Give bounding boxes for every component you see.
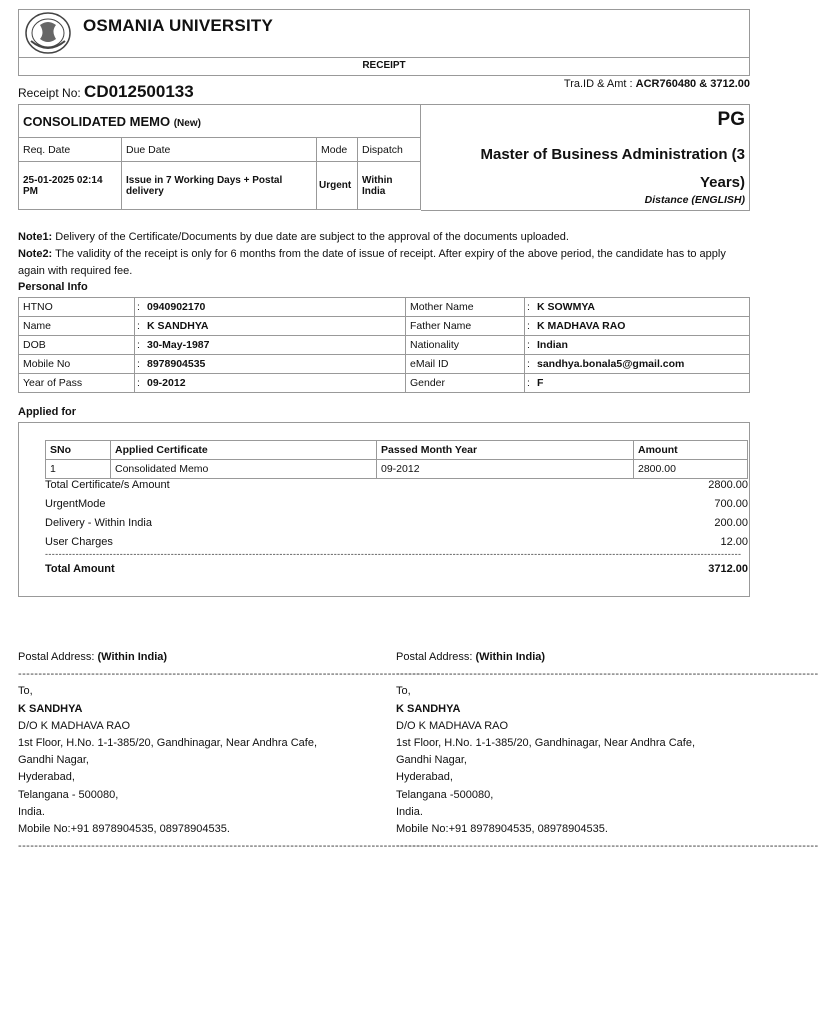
memo-title: CONSOLIDATED MEMO — [23, 113, 171, 129]
address-scope: (Within India) — [475, 651, 546, 663]
address-label: Postal Address: — [18, 651, 95, 663]
course-box — [421, 104, 750, 211]
note1 — [18, 229, 748, 246]
address-line: Mobile No:+91 8978904535, 08978904535. — [396, 823, 608, 836]
receipt-no: CD012500133 — [84, 82, 194, 101]
personal-info-row — [19, 355, 750, 374]
address-line: Hyderabad, — [396, 771, 453, 784]
address-divider: -------------------------------------------------------------------------------------------------------- — [396, 840, 819, 853]
colon: : — [525, 374, 534, 393]
summary-row — [45, 479, 748, 491]
university-logo — [23, 11, 73, 56]
personal-info-row — [19, 374, 750, 393]
course-mode: Distance (ENGLISH) — [644, 194, 745, 206]
personal-info-row — [19, 317, 750, 336]
field-label: Year of Pass — [19, 374, 135, 393]
summary-divider: ------------------------------------------------------------------------------------------------------------------------------------------------------------------------------------------------------------- — [45, 549, 742, 559]
summary-value: 2800.00 — [708, 479, 748, 491]
field-label: Father Name — [406, 317, 525, 336]
field-label: HTNO — [19, 298, 135, 317]
field-value: sandhya.bonala5@gmail.com — [533, 355, 750, 374]
university-name: OSMANIA UNIVERSITY — [83, 16, 273, 35]
address-line: Hyderabad, — [18, 771, 75, 784]
personal-info-table — [18, 297, 750, 393]
row-certificate: Consolidated Memo — [111, 460, 377, 479]
address-line: Telangana - 500080, — [18, 788, 119, 801]
row-amount: 2800.00 — [634, 460, 748, 479]
address-line: India. — [18, 805, 45, 818]
field-value: 30-May-1987 — [143, 336, 406, 355]
receipt-no-label: Receipt No: — [18, 86, 81, 100]
table-row — [46, 460, 748, 479]
col-amount: Amount — [634, 441, 748, 460]
applied-table — [45, 440, 748, 479]
field-value: 09-2012 — [143, 374, 406, 393]
summary-value: 12.00 — [720, 536, 748, 548]
field-value: K SANDHYA — [143, 317, 406, 336]
notes — [18, 229, 748, 280]
address-line: Mobile No:+91 8978904535, 08978904535. — [18, 823, 230, 836]
row-passed: 09-2012 — [377, 460, 634, 479]
receipt-no-row — [18, 82, 194, 102]
colon: : — [525, 336, 534, 355]
address-line: Gandhi Nagar, — [396, 754, 467, 767]
personal-info-title: Personal Info — [18, 281, 88, 293]
personal-info-row — [19, 336, 750, 355]
colon: : — [135, 374, 144, 393]
course-name: Master of Business Administration (3 Years) — [480, 146, 745, 191]
row-sno: 1 — [46, 460, 111, 479]
field-label: Mother Name — [406, 298, 525, 317]
field-label: eMail ID — [406, 355, 525, 374]
address-divider: -------------------------------------------------------------------------------------------------------- — [18, 668, 441, 681]
address-line: 1st Floor, H.No. 1-1-385/20, Gandhinagar, Near Andhra Cafe, — [396, 737, 696, 750]
field-label: Gender — [406, 374, 525, 393]
due-date: Issue in 7 Working Days + Postal delivery — [122, 162, 317, 210]
transaction-value: ACR760480 & 3712.00 — [635, 78, 750, 90]
address-divider: -------------------------------------------------------------------------------------------------------- — [18, 840, 441, 853]
field-value: 8978904535 — [143, 355, 406, 374]
field-value: Indian — [533, 336, 750, 355]
note1-text: Delivery of the Certificate/Documents by due date are subject to the approval of the documents uploaded. — [55, 231, 569, 243]
transaction-label: Tra.ID & Amt : — [563, 78, 633, 90]
header-req-date: Req. Date — [19, 138, 122, 162]
total-label: Total Amount — [45, 563, 115, 575]
memo-title-cell — [19, 105, 421, 138]
field-value: K MADHAVA RAO — [533, 317, 750, 336]
address-line: India. — [396, 805, 423, 818]
total-row — [45, 563, 748, 575]
summary-label: UrgentMode — [45, 498, 106, 510]
colon: : — [135, 355, 144, 374]
col-sno: SNo — [46, 441, 111, 460]
total-value: 3712.00 — [708, 563, 748, 575]
summary-row — [45, 517, 748, 529]
summary-row — [45, 536, 748, 548]
address-line: Gandhi Nagar, — [18, 754, 89, 767]
address-label: Postal Address: — [396, 651, 473, 663]
summary-label: Total Certificate/s Amount — [45, 479, 170, 491]
note2-label: Note2: — [18, 248, 53, 260]
transaction-info — [564, 78, 750, 90]
field-value: F — [533, 374, 750, 393]
address-line: Telangana -500080, — [396, 788, 494, 801]
receipt-title: RECEIPT — [18, 57, 750, 76]
dispatch: Within India — [358, 162, 421, 210]
address-name: K SANDHYA — [396, 702, 461, 715]
field-label: Name — [19, 317, 135, 336]
address-line: D/O K MADHAVA RAO — [18, 719, 131, 732]
summary-label: User Charges — [45, 536, 113, 548]
address-line: D/O K MADHAVA RAO — [396, 719, 509, 732]
header-due-date: Due Date — [122, 138, 317, 162]
applied-for-title: Applied for — [18, 406, 77, 418]
memo-title-tag: (New) — [173, 117, 201, 129]
note2 — [18, 246, 748, 280]
field-value: 0940902170 — [143, 298, 406, 317]
colon: : — [135, 336, 144, 355]
col-passed: Passed Month Year — [377, 441, 634, 460]
course-level: PG — [717, 109, 745, 130]
note1-label: Note1: — [18, 231, 53, 243]
summary-row — [45, 498, 748, 510]
colon: : — [525, 317, 534, 336]
memo-table — [18, 104, 421, 210]
field-value: K SOWMYA — [533, 298, 750, 317]
field-label: DOB — [19, 336, 135, 355]
address-divider: -------------------------------------------------------------------------------------------------------- — [396, 668, 819, 681]
postal-address-left — [18, 649, 441, 855]
address-name: K SANDHYA — [18, 702, 83, 715]
summary-label: Delivery - Within India — [45, 517, 152, 529]
req-date: 25-01-2025 02:14 PM — [19, 162, 122, 210]
colon: : — [135, 298, 144, 317]
colon: : — [525, 298, 534, 317]
header-dispatch: Dispatch — [358, 138, 421, 162]
field-label: Mobile No — [19, 355, 135, 374]
colon: : — [135, 317, 144, 336]
header-mode: Mode — [317, 138, 358, 162]
postal-address-right — [396, 649, 819, 855]
field-label: Nationality — [406, 336, 525, 355]
address-line: 1st Floor, H.No. 1-1-385/20, Gandhinagar, Near Andhra Cafe, — [18, 737, 318, 750]
personal-info-row — [19, 298, 750, 317]
address-to: To, — [18, 685, 33, 698]
col-certificate: Applied Certificate — [111, 441, 377, 460]
note2-text: The validity of the receipt is only for 6 months from the date of issue of receipt. After expiry of the above period, the candidate has to apply again with required fee. — [18, 248, 726, 277]
summary-value: 200.00 — [714, 517, 748, 529]
address-scope: (Within India) — [97, 651, 168, 663]
summary-value: 700.00 — [714, 498, 748, 510]
colon: : — [525, 355, 534, 374]
mode: Urgent — [317, 162, 358, 210]
address-to: To, — [396, 685, 411, 698]
